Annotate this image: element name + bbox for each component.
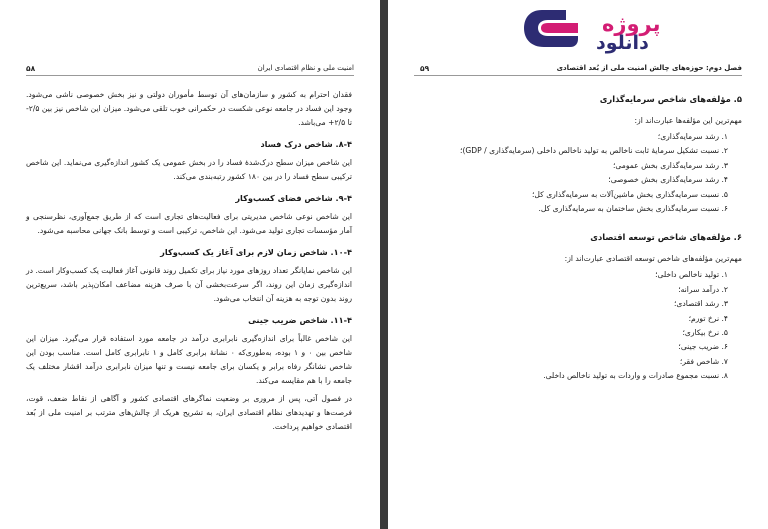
list-item: ۸. نسبت مجموع صادرات و واردات به تولید ناخالص داخلی. bbox=[543, 371, 728, 381]
list-item: ۳. رشد سرمایه‌گذاری بخش عمومی؛ bbox=[613, 160, 728, 170]
watermark-logo bbox=[520, 6, 661, 54]
paragraph-closing: در فصول آتی، پس از مروری بر وضعیت نماگرهای اقتصادی کشور و آگاهی از نقاط ضعف، قوت، فرصت‌ها و تهدیدهای نظام اقتصادی ایران، به تشریح هریک از چالش‌های مترتب بر امنیت ملی از بُعد اقتصادی خواهیم پرداخت. bbox=[26, 394, 352, 431]
list-item: ۶. ضریب جینی؛ bbox=[678, 342, 728, 352]
list-item: ۴. نرخ تورم؛ bbox=[688, 313, 728, 323]
paragraph-business-environment: این شاخص نوعی شاخص مدیریتی برای فعالیت‌های تجاری است که از طریق جمع‌آوری، نظرسنجی و آمار مؤسسات تجاری تولید می‌شود. این شاخص، ترکیبی است و توسط بانک جهانی محاسبه می‌شود. bbox=[26, 212, 352, 235]
paragraph-time-to-start-business: این شاخص نمایانگر تعداد روزهای مورد نیاز برای تکمیل روند قانونی آغاز فعالیت یک کسب‌وکار است. در اندازه‌گیری زمان این روند، اگر سرعت‌بخشی آن با صرف هزینه مضاعف امکان‌پذیر باشد، سریع‌ترین روند بدون توجه به هزینه آن انتخاب می‌شود. bbox=[26, 266, 352, 303]
list-item: ۲. نسبت تشکیل سرمایهٔ ثابت ناخالص به تولید ناخالص داخلی (سرمایه‌گذاری / GDP)؛ bbox=[460, 146, 728, 156]
left-page-number: ۵۸ bbox=[26, 64, 36, 73]
logo-word-project: پروژه bbox=[602, 12, 661, 36]
right-page-header bbox=[414, 64, 742, 76]
left-page-body bbox=[26, 88, 352, 438]
heading-economic-development-components: ۶. مؤلفه‌های شاخص توسعه اقتصادی bbox=[590, 232, 742, 243]
right-page bbox=[388, 0, 768, 529]
heading-investment-components: ۵. مؤلفه‌های شاخص سرمایه‌گذاری bbox=[599, 94, 742, 104]
logo-word-download: دانلود bbox=[596, 32, 649, 54]
left-page bbox=[0, 0, 380, 529]
list-item: ۶. نسبت سرمایه‌گذاری بخش ساختمان به سرمایه‌گذاری کل. bbox=[538, 204, 728, 214]
list-item: ۱. رشد سرمایه‌گذاری؛ bbox=[657, 132, 728, 141]
intro-economic-development-components: مهم‌ترین مؤلفه‌های شاخص توسعه اقتصادی عبارت‌اند از: bbox=[564, 254, 742, 264]
right-page-running-title: فصل دوم: حوزه‌های چالش امنیت ملی از بُعد اقتصادی bbox=[556, 64, 742, 72]
list-item: ۱. تولید ناخالص داخلی؛ bbox=[655, 270, 728, 280]
economic-development-components-list bbox=[416, 268, 742, 383]
logo-mark-icon bbox=[520, 6, 580, 52]
heading-time-to-start-business: ۱۰-۴. شاخص زمان لازم برای آغاز یک کسب‌وکار bbox=[160, 247, 352, 257]
list-item: ۷. شاخص فقر؛ bbox=[679, 356, 728, 366]
paragraph-corruption-perception: این شاخص میزان سطح درک‌شدهٔ فساد را در بخش عمومی یک کشور اندازه‌گیری می‌نماید. این شاخص ترکیبی سطح فساد را در بین ۱۸۰ کشور رتبه‌بندی می‌کند. bbox=[26, 158, 352, 181]
investment-components-list bbox=[416, 130, 742, 216]
right-page-number: ۵۹ bbox=[420, 64, 430, 73]
left-page-running-title: امنیت ملی و نظام اقتصادی ایران bbox=[257, 64, 354, 72]
list-item: ۵. نسبت سرمایه‌گذاری بخش ماشین‌آلات به سرمایه‌گذاری کل؛ bbox=[532, 189, 728, 199]
list-item: ۲. درآمد سرانه؛ bbox=[678, 284, 728, 294]
intro-investment-components: مهم‌ترین این مؤلفه‌ها عبارت‌اند از: bbox=[634, 116, 742, 125]
heading-gini-coefficient: ۱۱-۴. شاخص ضریب جینی bbox=[248, 315, 352, 325]
paragraph-gini-coefficient: این شاخص غالباً برای اندازه‌گیری نابرابری درآمد در جامعه مورد استفاده قرار می‌گیرد. میزان این شاخص بین ۰ و ۱ بوده، به‌طوری‌که ۰ نشانهٔ برابری کامل و ۱ نابرابری کامل است. مناسب بودن این شاخص نشانگر رفاه برابر و یکسان برای جامعه نیست و تنها میزان نابرابری درآمد اقشار مختلف یک جامعه را با هم مقایسه می‌کند. bbox=[26, 334, 353, 385]
left-page-header bbox=[26, 64, 354, 76]
paragraph-intro: فقدان احترام به کشور و سازمان‌های آن توسط مأموران دولتی و نیز بخش خصوصی ناشی می‌شود. وجود این فساد در جامعه نوعی شکست در حکمرانی خوب تلقی می‌شود. میزان این شاخص نیز بین ۲/۵- تا ۲/۵+ می‌باشد. bbox=[26, 90, 352, 127]
list-item: ۵. نرخ بیکاری؛ bbox=[682, 328, 728, 338]
list-item: ۳. رشد اقتصادی؛ bbox=[673, 299, 728, 309]
heading-business-environment: ۹-۴. شاخص فضای کسب‌وکار bbox=[235, 193, 352, 203]
right-page-body bbox=[416, 90, 742, 398]
list-item: ۴. رشد سرمایه‌گذاری بخش خصوصی؛ bbox=[608, 175, 728, 185]
heading-corruption-perception: ۸-۴. شاخص درک فساد bbox=[260, 139, 352, 149]
